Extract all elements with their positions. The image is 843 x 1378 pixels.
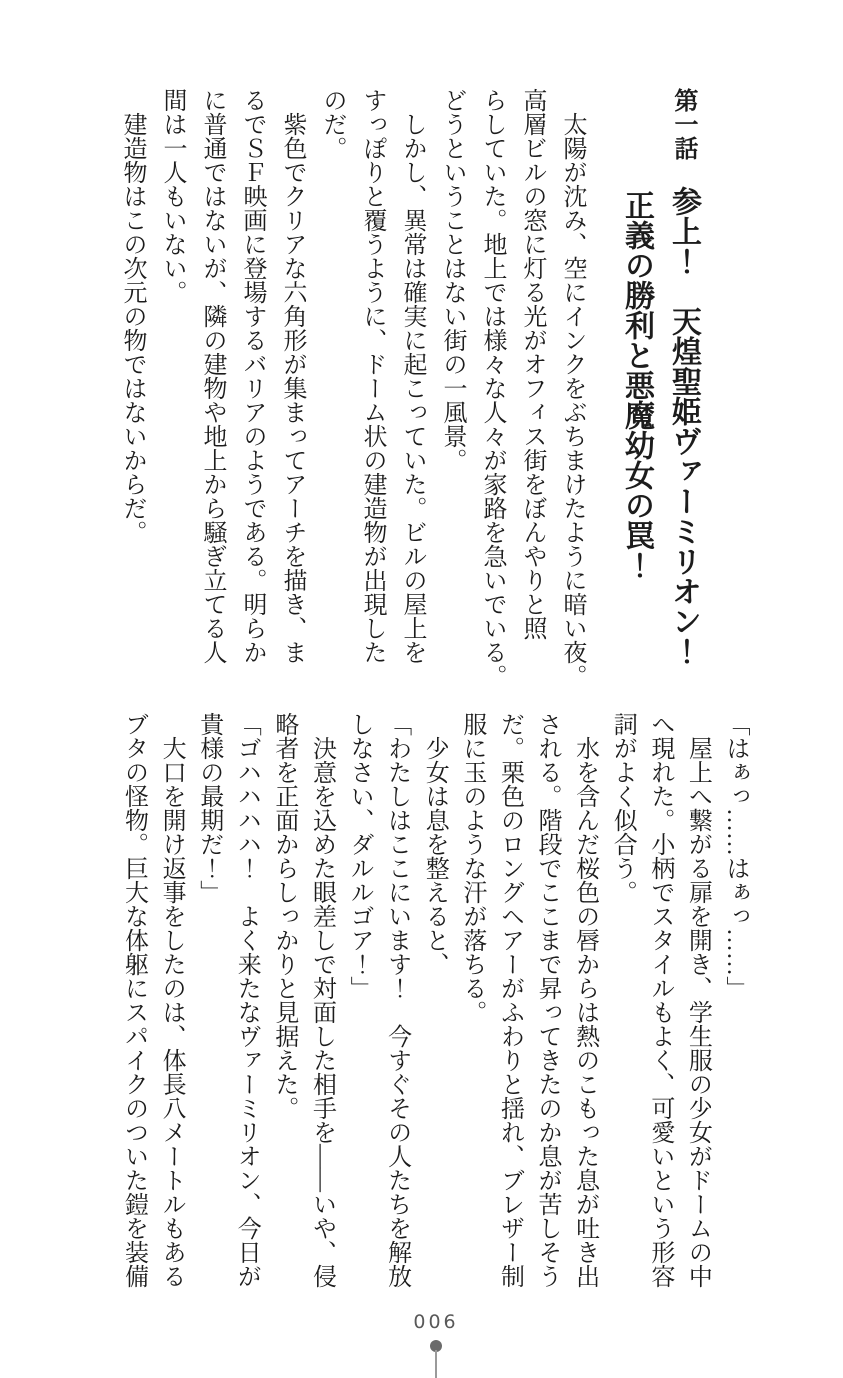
text-column: 貴様の最期だ！」 [195,712,222,904]
text-column: すっぽりと覆うように、ドーム状の建造物が出現した [359,88,385,664]
text-column: 太陽が沈み、空にインクをぶちまけたように暗い夜。 [559,88,585,688]
text-column: 高層ビルの窓に灯る光がオフィス街をぼんやりと照 [519,88,545,640]
text-column: のだ。 [319,88,345,160]
text-column: 決意を込めた眼差しで対面した相手を――いや、侵 [308,712,335,1288]
text-column: に普通ではないが、隣の建物や地上から騒ぎ立てる人 [199,88,225,664]
text-column: 略者を正面からしっかりと見据えた。 [270,712,297,1120]
text-column: される。階段でここまで昇ってきたのか息が苦しそう [534,712,561,1288]
chapter-number: 第一話 [670,88,696,160]
text-column: ブタの怪物。巨大な体躯にスパイクのついた鎧を装備 [120,712,147,1288]
chapter-title-line2: 正義の勝利と悪魔幼女の罠！ [620,190,653,580]
text-column: どうということはない街の一風景。 [439,88,465,472]
page-number: 006 [413,1311,459,1333]
text-column: 屋上へ繋がる扉を開き、学生服の少女がドームの中 [684,712,711,1288]
text-column: しなさい、ダルルゴア！」 [346,712,373,1000]
chapter-heading-line1 [659,88,707,708]
text-column: 「ゴハハハハ！ よく来たなヴァーミリオン、今日が [233,712,260,1288]
text-column: 水を含んだ桜色の唇からは熱のこもった息が吐き出 [571,712,598,1288]
text-column: 「わたしはここにいます！ 今すぐその人たちを解放 [383,712,410,1288]
text-column: 詞がよく似合う。 [609,712,636,904]
text-column: へ現れた。小柄でスタイルもよく、可愛いという形容 [646,712,673,1288]
top-text-block [112,88,753,708]
text-column: 服に玉のような汗が落ちる。 [458,712,485,1024]
text-column: 間は一人もいない。 [159,88,185,304]
chapter-heading [614,88,707,708]
text-column: 紫色でクリアな六角形が集まってアーチを描き、ま [279,88,305,664]
page-marker-line [435,1350,437,1378]
bottom-text-block [114,712,753,1304]
text-column: 大口を開け返事をしたのは、体長八メートルもある [158,712,185,1288]
text-column: るでＳＦ映画に登場するバリアのようである。明らか [239,88,265,664]
text-column: だ。栗色のロングヘアーがふわりと揺れ、ブレザー制 [496,712,523,1288]
text-column: 「はぁっ……はぁっ……」 [722,712,748,1000]
chapter-title-line1: 参上！ 天煌聖姫ヴァーミリオン！ [667,186,700,666]
text-column: 建造物はこの次元の物ではないからだ。 [119,88,145,544]
text-column: しかし、異常は確実に起こっていた。ビルの屋上を [399,88,425,664]
text-column: らしていた。地上では様々な人々が家路を急いでいる。 [479,88,505,688]
text-column: 少女は息を整えると、 [421,712,448,976]
